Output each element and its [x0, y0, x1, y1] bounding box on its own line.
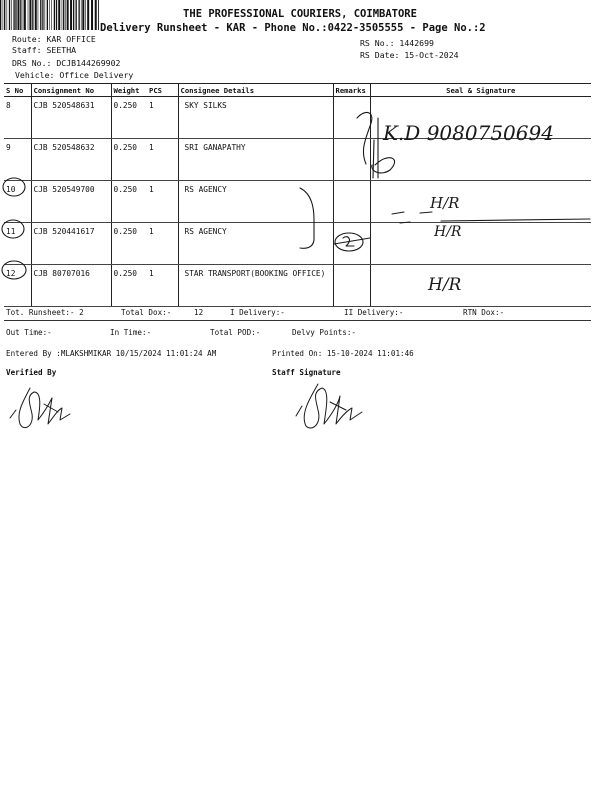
drs-number: DRS No.: DCJB144269902 [12, 58, 121, 68]
col-consignment: Consignment No [31, 84, 111, 97]
hr-mark: H/R [428, 275, 462, 295]
total-pod: Total POD:- [210, 328, 261, 337]
cell-weight: 0.250 [111, 223, 147, 265]
entered-by: Entered By :MLAKSHMIKAR 10/15/2024 11:01:24 AM [6, 349, 217, 358]
total-dox-value: 12 [194, 308, 204, 317]
runsheet-subtitle: Delivery Runsheet - KAR - Phone No.:0422-3505555 - Page No.:2 [100, 22, 486, 34]
cell-pcs: 1 [147, 181, 178, 223]
hr-mark: H/R [430, 194, 460, 212]
rs-number: RS No.: 1442699 [360, 38, 434, 48]
table-header-row [4, 84, 591, 97]
cell-consignee: SKY SILKS [178, 97, 333, 139]
col-consignee: Consignee Details [178, 84, 333, 97]
cell-seal [370, 139, 591, 181]
cell-weight: 0.250 [111, 139, 147, 181]
ii-delivery: II Delivery:- [344, 308, 404, 317]
cell-seal [370, 97, 591, 139]
col-weight: Weight [111, 84, 147, 97]
printed-on: Printed On: 15-10-2024 11:01:46 [272, 349, 414, 358]
cell-weight: 0.250 [111, 97, 147, 139]
cell-pcs: 1 [147, 139, 178, 181]
table-row [4, 265, 591, 307]
cell-weight: 0.250 [111, 181, 147, 223]
staff-label: Staff: SEETHA [12, 45, 77, 55]
verified-by-label: Verified By [6, 368, 57, 377]
col-pcs: PCS [147, 84, 178, 97]
cell-consignment: CJB 520548631 [31, 97, 111, 139]
col-sno: S No [4, 84, 31, 97]
staff-signature-sign [296, 384, 362, 428]
cell-consignment: CJB 80707016 [31, 265, 111, 307]
route-label: Route: KAR OFFICE [12, 34, 96, 44]
cell-pcs: 1 [147, 97, 178, 139]
in-time: In Time:- [110, 328, 152, 337]
col-remarks: Remarks [333, 84, 370, 97]
cell-consignee: RS AGENCY [178, 223, 333, 265]
cell-sno: 9 [4, 139, 31, 181]
cell-seal [370, 223, 591, 265]
cell-seal [370, 265, 591, 307]
verified-by-signature [10, 388, 70, 428]
delvy-points: Delvy Points:- [292, 328, 357, 337]
cell-remarks [333, 223, 370, 265]
table-row [4, 223, 591, 265]
cell-consignee: STAR TRANSPORT(BOOKING OFFICE) [178, 265, 333, 307]
cell-consignee: SRI GANAPATHY [178, 139, 333, 181]
cell-sno: 8 [4, 97, 31, 139]
hr-mark: H/R [434, 224, 462, 240]
i-delivery: I Delivery:- [230, 308, 285, 317]
tot-runsheet: Tot. Runsheet:- 2 [6, 308, 84, 317]
cell-sno: 11 [4, 223, 31, 265]
out-time: Out Time:- [6, 328, 52, 337]
row8-handwritten-note: K.D 9080750694 [383, 121, 554, 145]
rs-date: RS Date: 15-Oct-2024 [360, 50, 459, 60]
cell-remarks [333, 181, 370, 223]
table-row [4, 97, 591, 139]
cell-consignment: CJB 520549700 [31, 181, 111, 223]
cell-remarks [333, 97, 370, 139]
cell-sno: 12 [4, 265, 31, 307]
cell-consignment: CJB 520441617 [31, 223, 111, 265]
cell-pcs: 1 [147, 265, 178, 307]
total-dox-label: Total Dox:- [121, 308, 172, 317]
cell-seal [370, 181, 591, 223]
rtn-dox: RTN Dox:- [463, 308, 505, 317]
table-row [4, 139, 591, 181]
cell-sno: 10 [4, 181, 31, 223]
cell-remarks [333, 139, 370, 181]
staff-signature-label: Staff Signature [272, 368, 341, 377]
vehicle-label: Vehicle: Office Delivery [15, 70, 134, 80]
delivery-table [4, 83, 591, 307]
col-seal-signature: Seal & Signature [370, 84, 591, 97]
runsheet-title: THE PROFESSIONAL COURIERS, COIMBATORE [183, 8, 417, 20]
cell-pcs: 1 [147, 223, 178, 265]
cell-remarks [333, 265, 370, 307]
cell-weight: 0.250 [111, 265, 147, 307]
summary-divider [4, 320, 591, 321]
cell-consignment: CJB 520548632 [31, 139, 111, 181]
table-row [4, 181, 591, 223]
cell-consignee: RS AGENCY [178, 181, 333, 223]
